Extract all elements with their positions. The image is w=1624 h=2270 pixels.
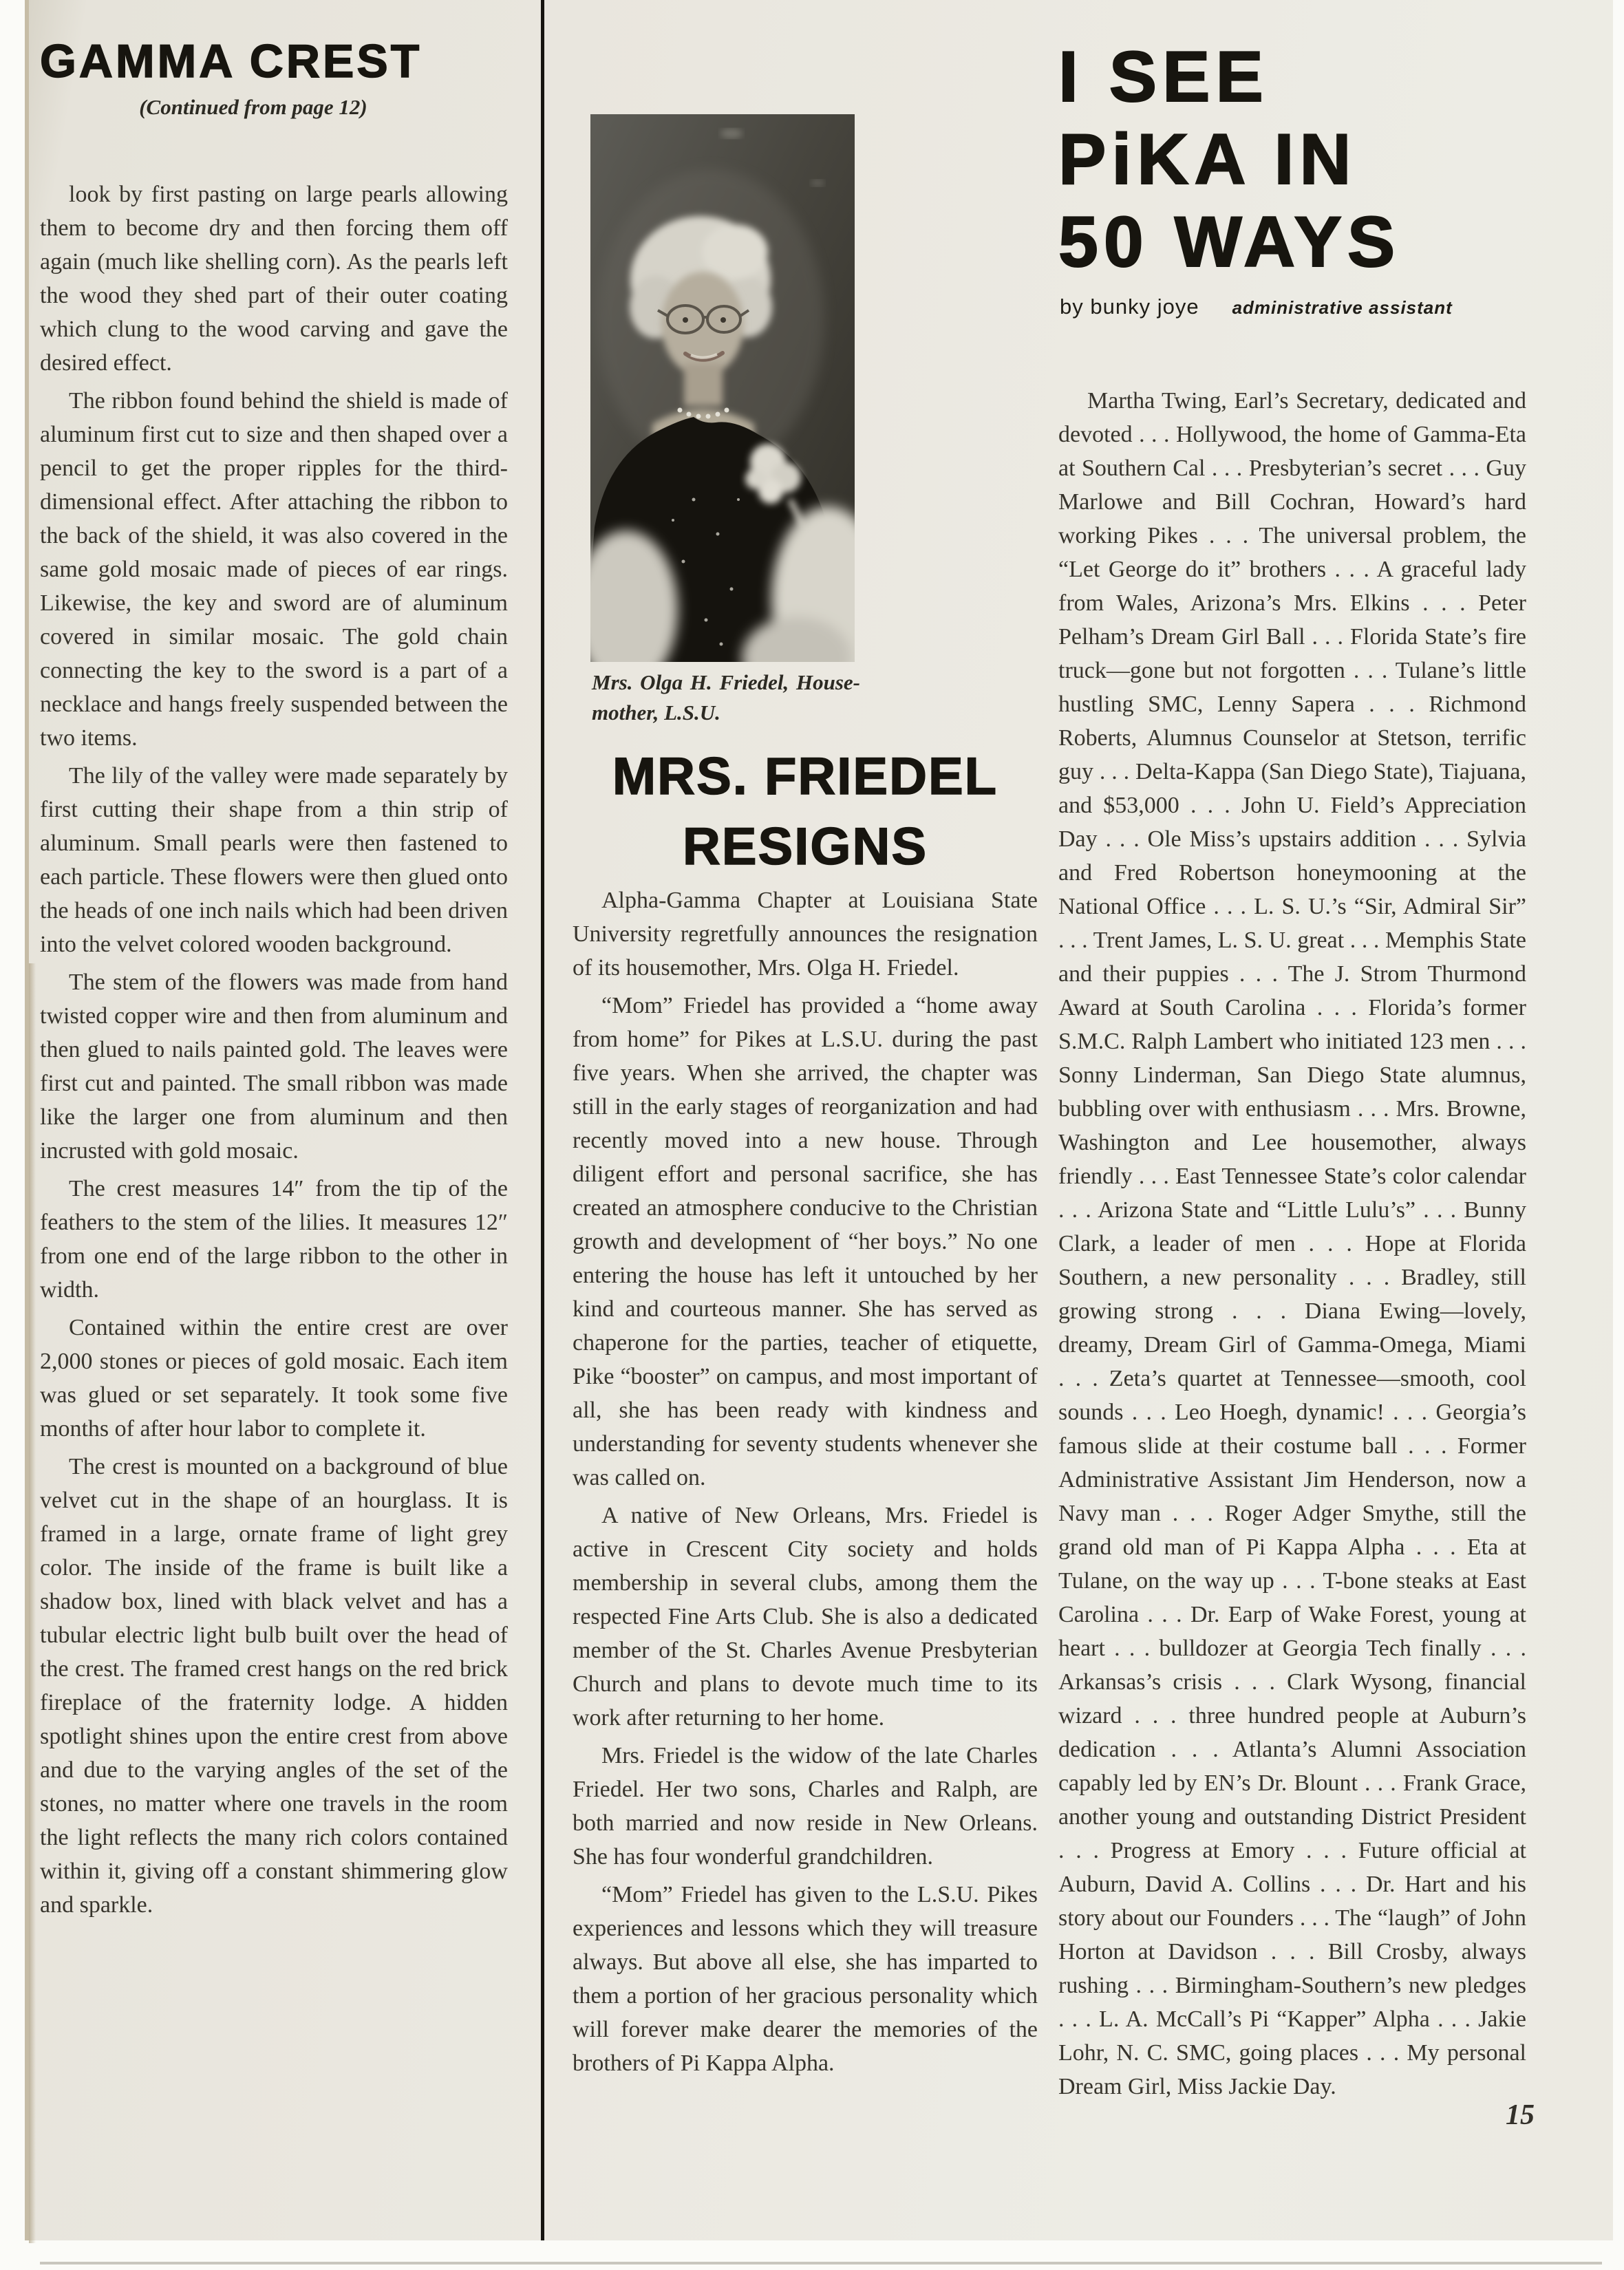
article-paragraph: The ribbon found behind the shield is made of aluminum first cut to size and then shaped over a pencil to get the proper ripples for the third-dimensional effect. After attaching the ribbon to the back of the shield, it was also covered in the same gold mosaic made of pieces of ear rings. Likewise, the key and sword are of aluminum covered in similar mosaic. The gold chain connecting the key to the sword is a part of a necklace and hangs freely suspended between the two items. [40, 388, 508, 751]
article-paragraph: Mrs. Friedel is the widow of the late Charles Friedel. Her two sons, Charles and Ralph, are both married and now reside in New Orleans. She has four wonderful grandchildren. [573, 1743, 1038, 1870]
byline-role: administrative assistant [1232, 297, 1453, 318]
spine-shadow [29, 963, 36, 2243]
middle-article-body [573, 884, 1038, 2084]
photo-caption-line1: Mrs. Olga H. Friedel, House- [592, 670, 860, 694]
article-paragraph: The stem of the flowers was made from hand twisted copper wire and then from aluminum and then glued to nails painted gold. The leaves were first cut and painted. The small ribbon was made like the larger one from aluminum and then incrusted with gold mosaic. [40, 970, 508, 1164]
article-paragraph: Alpha-Gamma Chapter at Louisiana State University regretfully announces the resignation of its housemother, Mrs. Olga H. Friedel. [573, 888, 1038, 981]
middle-article-title-line1: MRS. FRIEDEL [612, 747, 998, 806]
article-paragraph: The crest is mounted on a background of blue velvet cut in the shape of an hourglass. It is framed in a large, ornate frame of light grey color. The inside of the frame is built like a shadow box, lined with black velvet and has a tubular electric light bulb built over the head of the crest. The framed crest hangs on the red brick fireplace of the fraternity lodge. A hidden spotlight shines upon the entire crest from above and due to the varying angles of the set of the stones, no matter where one travels in the room the light reflects the many rich colors contained within it, giving off a constant shimmering glow and sparkle. [40, 1454, 508, 1918]
bottom-scan-edge [40, 2262, 1602, 2264]
byline-author: by bunky joye [1060, 295, 1199, 319]
continuation-note: (Continued from page 12) [139, 95, 367, 119]
middle-article-title [573, 742, 1038, 882]
article-paragraph: Contained within the entire crest are over 2,000 stones or pieces of gold mosaic. Each item was glued or set separately. It took some five months of after hour labor to complete it. [40, 1315, 508, 1442]
right-article-title-line1: I SEE [1058, 37, 1269, 117]
photo-caption [592, 667, 860, 728]
article-paragraph: “Mom” Friedel has provided a “home away from home” for Pikes at L.S.U. during the past five years. When she arrived, the chapter was still in the early stages of reorganization and had recently moved into a new house. Through diligent effort and personal sacrifice, she has created an atmosphere conducive to the Christian growth and development of “her boys.” No one entering the house has left it untouched by her kind and courteous manner. She has served as chaperone for the parties, teacher of etiquette, Pike “booster” on campus, and most important of all, she has been ready with kindness and understanding for seventy students whenever she was called on. [573, 993, 1038, 1490]
right-article-title [1058, 36, 1400, 283]
page-number: 15 [1506, 2099, 1535, 2131]
article-paragraph: The lily of the valley were made separately by first cutting their shape from a thin strip of aluminum. Small pearls were then fastened to each particle. These flowers were then glued onto the heads of one inch nails which had been driven into the velvet colored wooden background. [40, 763, 508, 957]
article-paragraph: Martha Twing, Earl’s Secretary, dedicated and devoted . . . Hollywood, the home of Gamma-Eta at Southern Cal . . . Presbyterian’s secret . . . Guy Marlowe and Bill Cochran, Howard’s hard working Pikes . . . The universal problem, the “Let George do it” brothers . . . A graceful lady from Wales, Arizona’s Mrs. Elkins . . . Peter Pelham’s Dream Girl Ball . . . Florida State’s fire truck—gone but not forgotten . . . Tulane’s little hustling SMC, Lenny Sapera . . . Richmond Roberts, Alumnus Counselor at Stetson, terrific guy . . . Delta-Kappa (San Diego State), Tiajuana, and $53,000 . . . John U. Field’s Appreciation Day . . . Ole Miss’s upstairs addition . . . Sylvia and Fred Robertson honeymooning at the National Office . . . L. S. U.’s “Sir, Admiral Sir” . . . Trent James, L. S. U. great . . . Memphis State and their puppies . . . The J. Strom Thurmond Award at South Carolina . . . Florida’s former S.M.C. Ralph Lambert who initiated 123 men . . . Sonny Linderman, San Diego State alumnus, bubbling over with enthusiasm . . . Mrs. Browne, Washington and Lee housemother, always friendly . . . East Tennessee State’s color calendar . . . Arizona State and “Little Lulu’s” . . . Bunny Clark, a leader of men . . . Hope at Florida Southern, a new personality . . . Bradley, still growing strong . . . Diana Ewing—lovely, dreamy, Dream Girl of Gamma-Omega, Miami . . . Zeta’s quartet at Tennessee—smooth, cool sounds . . . Leo Hoegh, dynamic! . . . Georgia’s famous slide at their costume ball . . . Former Administrative Assistant Jim Henderson, now a Navy man . . . Roger Adger Smythe, still the grand old man of Pi Kappa Alpha . . . Eta at Tulane, on the way up . . . T-bone steaks at East Carolina . . . Dr. Earp of Wake Forest, young at heart . . . bulldozer at Georgia Tech finally . . . Arkansas’s crisis . . . Clark Wysong, financial wizard . . . three hundred people at Auburn’s dedication . . . Atlanta’s Alumni Association capably led by EN’s Dr. Blount . . . Frank Grace, another young and outstanding District President . . . Progress at Emory . . . Future official at Auburn, David A. Collins . . . Dr. Hart and his story about our Founders . . . The “laugh” of John Horton at Davidson . . . Bill Crosby, always rushing . . . Birmingham-Southern’s new pledges . . . L. A. McCall’s Pi “Kapper” Alpha . . . Jakie Lohr, N. C. SMC, going places . . . My personal Dream Girl, Miss Jackie Day. [1058, 388, 1526, 2099]
middle-article-title-line2: RESIGNS [682, 817, 928, 876]
housemother-portrait-photo [590, 114, 855, 662]
byline [1060, 295, 1453, 319]
article-paragraph: look by first pasting on large pearls allowing them to become dry and then forcing them off again (much like shelling corn). As the pearls left the wood they shed part of their outer coating which clung to the wood carving and gave the desired effect. [40, 182, 508, 376]
left-article-body [40, 178, 508, 1926]
article-paragraph: The crest measures 14″ from the tip of the feathers to the stem of the lilies. It measures 12″ from one end of the large ribbon to the other in width. [40, 1176, 508, 1303]
column-divider-rule [541, 0, 544, 2240]
photo-caption-line2: mother, L.S.U. [592, 700, 720, 725]
article-paragraph: A native of New Orleans, Mrs. Friedel is active in Crescent City society and holds membership in several clubs, among them the respected Fine Arts Club. She is also a dedicated member of the St. Charles Avenue Presbyterian Church and plans to devote much time to its work after returning to her home. [573, 1503, 1038, 1731]
article-paragraph: “Mom” Friedel has given to the L.S.U. Pikes experiences and lessons which they will treasure always. But above all else, she has imparted to them a portion of her gracious personality which will forever make dearer the memories of the brothers of Pi Kappa Alpha. [573, 1882, 1038, 2076]
left-article-title: GAMMA CREST [40, 35, 423, 87]
right-article-body [1058, 384, 1526, 2108]
right-article-title-line3: 50 WAYS [1058, 202, 1401, 282]
right-article-title-line2: PiKA IN [1058, 120, 1357, 200]
